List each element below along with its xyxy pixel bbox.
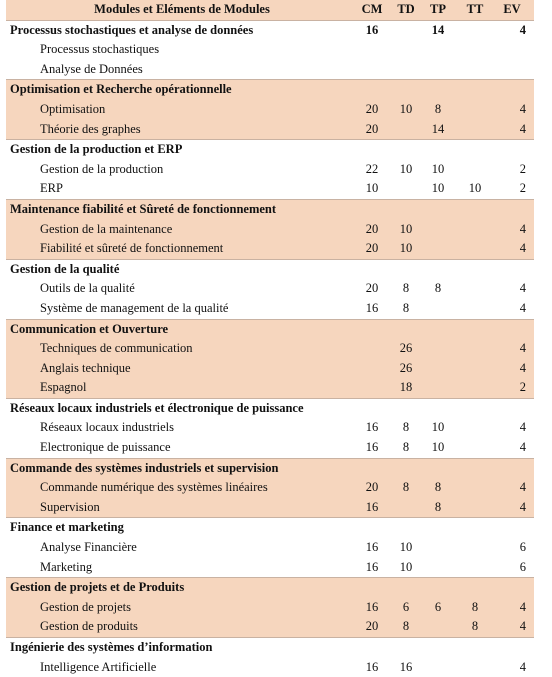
element-row — [6, 179, 534, 199]
header-cm: CM — [361, 2, 383, 16]
element-row — [6, 299, 534, 319]
element-row-tp: 8 — [434, 480, 442, 495]
header-modules: Modules et Eléments de Modules — [94, 2, 270, 16]
element-row — [6, 160, 534, 180]
module-row — [6, 458, 534, 479]
element-row-label: Gestion de la production — [40, 161, 164, 176]
modules-table — [6, 0, 534, 677]
table-body — [6, 20, 534, 677]
element-row-label: Techniques de communication — [40, 341, 193, 356]
header-tp: TP — [430, 2, 446, 16]
element-row-cm: 16 — [365, 499, 379, 514]
element-row-td: 8 — [402, 281, 410, 296]
element-row-cm: 16 — [365, 599, 379, 614]
element-row-label: Supervision — [40, 499, 100, 514]
element-row-label: Gestion de la maintenance — [40, 221, 173, 236]
element-row-ev: 4 — [519, 360, 526, 375]
element-row-tp: 14 — [431, 121, 445, 136]
element-row — [6, 658, 534, 677]
element-row-ev: 6 — [519, 540, 526, 555]
element-row-cm: 20 — [365, 121, 379, 136]
element-row-label: Théorie des graphes — [40, 121, 141, 136]
element-row-td: 10 — [399, 161, 413, 176]
element-row-ev: 4 — [519, 341, 526, 356]
element-row-cm: 22 — [365, 161, 379, 176]
element-row-td: 10 — [399, 241, 413, 256]
element-row-cm: 16 — [365, 300, 379, 315]
element-row-cm: 20 — [365, 221, 379, 236]
module-row-label: Ingénierie des systèmes d’information — [10, 640, 213, 654]
element-row-cm: 10 — [365, 181, 379, 196]
element-row-tp: 6 — [434, 599, 442, 614]
element-row — [6, 378, 534, 398]
element-row-td: 10 — [399, 559, 413, 574]
element-row-td: 10 — [399, 221, 413, 236]
element-row-label: Analyse Financière — [40, 540, 137, 555]
module-row-label: Optimisation et Recherche opérationnelle — [10, 82, 232, 97]
element-row-cm: 16 — [365, 420, 379, 435]
element-row-label: Optimisation — [40, 101, 106, 116]
module-row-cm: 16 — [365, 22, 379, 37]
element-row — [6, 498, 534, 518]
element-row-tp: 10 — [431, 161, 445, 176]
element-row — [6, 617, 534, 637]
element-row-ev: 2 — [519, 181, 526, 196]
element-row-td: 8 — [402, 420, 410, 435]
element-row-ev: 4 — [519, 499, 526, 514]
element-row-td: 10 — [399, 101, 413, 116]
element-row-label: Anglais technique — [40, 360, 131, 375]
element-row-label: Fiabilité et sûreté de fonctionnement — [40, 241, 224, 256]
module-row-label: Commande des systèmes industriels et supervision — [10, 460, 279, 475]
element-row-td: 16 — [399, 659, 413, 674]
element-row — [6, 538, 534, 558]
element-row-tp: 8 — [434, 101, 442, 116]
element-row — [6, 40, 534, 60]
element-row-ev: 4 — [519, 241, 526, 256]
element-row-tp: 8 — [434, 499, 442, 514]
element-row-td: 26 — [399, 341, 413, 356]
element-row-tp: 10 — [431, 420, 445, 435]
element-row-td: 26 — [399, 360, 413, 375]
element-row — [6, 239, 534, 259]
element-row-tt: 10 — [468, 181, 482, 196]
element-row-label: Réseaux locaux industriels — [40, 420, 174, 435]
element-row — [6, 220, 534, 240]
element-row — [6, 418, 534, 438]
header-ev: EV — [503, 2, 521, 16]
element-row-cm: 20 — [365, 480, 379, 495]
element-row-cm: 16 — [365, 659, 379, 674]
element-row — [6, 339, 534, 359]
element-row-td: 8 — [402, 480, 410, 495]
element-row — [6, 100, 534, 120]
element-row-cm: 20 — [365, 281, 379, 296]
element-row — [6, 478, 534, 498]
element-row — [6, 279, 534, 299]
module-row — [6, 139, 534, 160]
element-row-cm: 16 — [365, 540, 379, 555]
element-row-label: Espagnol — [40, 380, 87, 395]
module-row-label: Gestion de projets et de Produits — [10, 580, 185, 595]
element-row — [6, 438, 534, 458]
element-row-label: Gestion de produits — [40, 619, 138, 634]
module-row — [6, 577, 534, 598]
element-row — [6, 598, 534, 618]
element-row-ev: 4 — [519, 121, 526, 136]
module-row-label: Finance et marketing — [10, 520, 124, 535]
element-row — [6, 120, 534, 140]
element-row-ev: 6 — [519, 559, 526, 574]
element-row-ev: 4 — [519, 420, 526, 435]
element-row-label: Analyse de Données — [40, 61, 143, 76]
element-row-td: 18 — [399, 380, 413, 395]
header-tt: TT — [466, 2, 484, 16]
element-row-ev: 4 — [519, 221, 526, 236]
element-row-ev: 4 — [519, 101, 526, 116]
element-row-label: Système de management de la qualité — [40, 300, 229, 315]
element-row-cm: 20 — [365, 619, 379, 634]
module-row — [6, 517, 534, 538]
element-row-td: 10 — [399, 540, 413, 555]
module-row-ev: 4 — [519, 22, 526, 37]
element-row-label: ERP — [40, 181, 63, 196]
element-row-cm: 20 — [365, 101, 379, 116]
element-row-ev: 4 — [519, 619, 526, 634]
module-row-label: Communication et Ouverture — [10, 321, 169, 336]
element-row-ev: 4 — [519, 300, 526, 315]
module-row-label: Processus stochastiques et analyse de données — [10, 22, 254, 37]
element-row-label: Intelligence Artificielle — [40, 659, 157, 674]
element-row-tp: 10 — [431, 440, 445, 455]
module-row — [6, 79, 534, 100]
element-row-ev: 4 — [519, 659, 526, 674]
element-row-cm: 16 — [365, 559, 379, 574]
element-row-tt: 8 — [471, 599, 479, 614]
module-row-label: Gestion de la qualité — [10, 261, 120, 276]
element-row-td: 8 — [402, 440, 410, 455]
element-row-td: 8 — [402, 300, 410, 315]
element-row — [6, 60, 534, 80]
table-header — [6, 0, 534, 20]
element-row-ev: 4 — [519, 599, 526, 614]
element-row-ev: 4 — [519, 281, 526, 296]
module-row-label: Réseaux locaux industriels et électronique de puissance — [10, 400, 304, 415]
module-row — [6, 319, 534, 340]
element-row-tp: 8 — [434, 281, 442, 296]
element-row-ev: 2 — [519, 161, 526, 176]
element-row-cm: 20 — [365, 241, 379, 256]
element-row — [6, 558, 534, 578]
element-row — [6, 359, 534, 379]
element-row-ev: 4 — [519, 480, 526, 495]
element-row-label: Gestion de projets — [40, 599, 131, 614]
element-row-tp: 10 — [431, 181, 445, 196]
element-row-td: 6 — [402, 599, 410, 614]
element-row-label: Marketing — [40, 559, 93, 574]
module-row-label: Maintenance fiabilité et Sûreté de fonctionnement — [10, 201, 277, 216]
element-row-cm: 16 — [365, 440, 379, 455]
element-row-ev: 2 — [519, 380, 526, 395]
element-row-td: 8 — [402, 619, 410, 634]
header-td: TD — [397, 2, 415, 16]
element-row-tt: 8 — [471, 619, 479, 634]
element-row-label: Commande numérique des systèmes linéaires — [40, 480, 268, 495]
element-row-label: Electronique de puissance — [40, 440, 171, 455]
module-row — [6, 259, 534, 280]
element-row-ev: 4 — [519, 440, 526, 455]
module-row — [6, 199, 534, 220]
module-row-tp: 14 — [431, 22, 445, 37]
module-row — [6, 398, 534, 419]
element-row-label: Processus stochastiques — [40, 42, 160, 57]
element-row-label: Outils de la qualité — [40, 281, 135, 296]
module-row — [6, 20, 534, 41]
module-row — [6, 637, 534, 658]
module-row-label: Gestion de la production et ERP — [10, 142, 183, 157]
